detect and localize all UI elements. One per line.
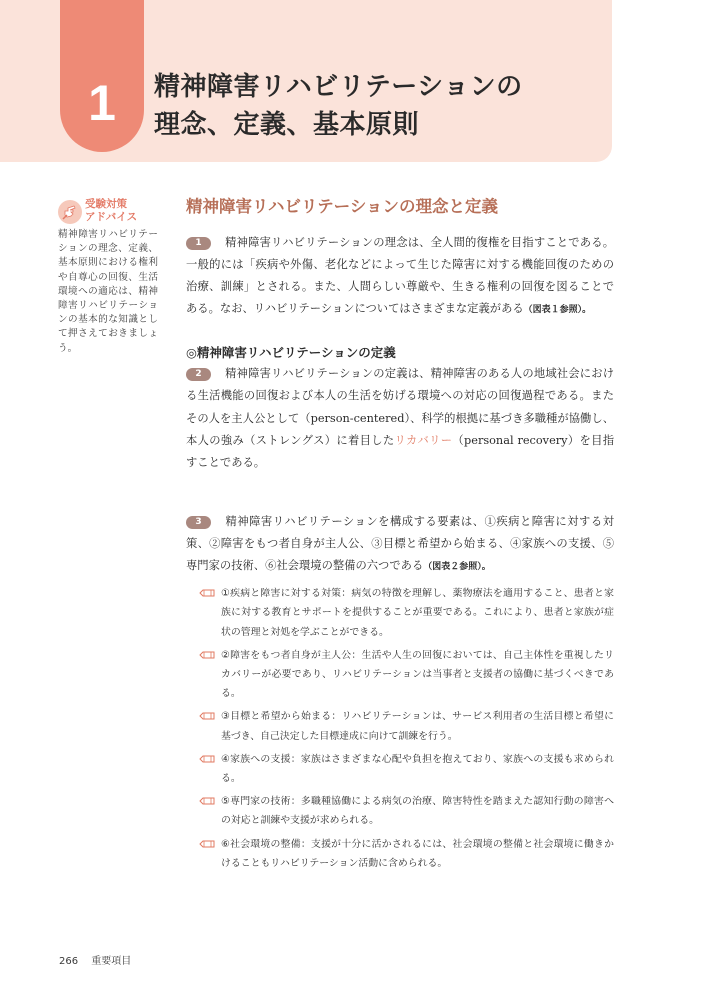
pencil-icon xyxy=(199,712,216,720)
list-item xyxy=(199,646,614,704)
pencil-icon xyxy=(199,755,216,763)
chapter-title-text: 精神障害リハビリテーションの 理念、定義、基本原則 xyxy=(154,72,523,140)
element-list xyxy=(186,584,614,873)
list-item xyxy=(199,584,614,642)
list-item xyxy=(199,707,614,745)
exam-advice-box xyxy=(58,198,158,356)
paragraph-2-text: 精神障害リハビリテーションの定義は、精神障害のある人の地域社会における生活機能の回復および本人の生活を妨げる環境への対応の回復過程である。またその人を主人公として（person-centered）、科学的根拠に基づき多職種が協働し、本人の強み（ストレングス）に着目した xyxy=(186,367,614,447)
paragraph-1 xyxy=(186,232,614,321)
footer-label: 重要項目 xyxy=(91,956,132,967)
list-item-text: ②障害をもつ者自身が主人公：生活や人生の回復においては、自己主体性を重視したリカバリーが必要であり、リハビリテーションは当事者と支援者の協働に基づくべきである。 xyxy=(221,649,614,700)
paragraph-badge-1: 1 xyxy=(186,237,211,250)
pencil-icon xyxy=(199,589,216,597)
recovery-keyword: リカバリー xyxy=(394,433,453,447)
definition-subheading: ◎精神障害リハビリテーションの定義 xyxy=(186,345,396,361)
section-heading: 精神障害リハビリテーションの理念と定義 xyxy=(186,197,499,216)
list-item-text: ③目標と希望から始まる：リハビリテーションは、サービス利用者の生活目標と希望に基づき、自己決定した目標達成に向けて訓練を行う。 xyxy=(221,711,614,742)
chapter-number-tab xyxy=(60,0,144,152)
list-item-text: ④家族への支援：家族はさまざまな心配や負担を抱えており、家族への支援も求められる。 xyxy=(221,753,614,784)
main-content xyxy=(186,196,614,877)
paragraph-3 xyxy=(186,511,614,578)
figure-reference-2: （図表２参照）。 xyxy=(423,562,491,573)
pencil-icon xyxy=(199,840,216,848)
advice-header xyxy=(58,198,158,224)
paragraph-1-text: 精神障害リハビリテーションの理念は、全人間的復権を目指すことである。一般的には「疾病や外傷、老化などによって生じた障害に対する機能回復のための治療、訓練」とされる。また、人間らしい尊厳や、生きる権利の回復を図ることである。なお、リハビリテーションについてはさまざまな定義がある xyxy=(186,236,614,316)
page-number: 266 xyxy=(59,956,79,967)
chapter-number: 1 xyxy=(88,75,116,131)
advice-label: 受験対策 アドバイス xyxy=(85,198,138,223)
list-item-text: ①疾病と障害に対する対策：病気の特徴を理解し、薬物療法を適用すること、患者と家族に対する教育とサポートを提供することが重要である。これにより、患者と家族が症状の管理と対処を学ぶことができる。 xyxy=(221,588,614,638)
list-item xyxy=(199,835,614,873)
list-item-text: ⑥社会環境の整備：支援が十分に活かされるには、社会環境の整備と社会環境に働きかけることもリハビリテーション活動に含められる。 xyxy=(221,838,614,869)
list-item-text: ⑤専門家の技術：多職種協働による病気の治療、障害特性を踏まえた認知行動の障害への対応と訓練や支援が求められる。 xyxy=(221,796,614,827)
chapter-title xyxy=(154,68,523,144)
pencil-icon xyxy=(199,797,216,805)
paragraph-badge-3: 3 xyxy=(186,516,211,529)
page-footer xyxy=(59,952,141,967)
paragraph-2-text-end: （personal recovery）を目指すことである。 xyxy=(186,433,614,469)
figure-reference-1: （図表１参照）。 xyxy=(523,305,592,316)
paragraph-2 xyxy=(186,363,614,473)
paragraph-3-text: 精神障害リハビリテーションを構成する要素は、①疾病と障害に対する対策、②障害をもつ者自身が主人公、③目標と希望から始まる、④家族への支援、⑤専門家の技術、⑥社会環境の整備の六つである xyxy=(186,514,614,573)
list-item xyxy=(199,792,614,830)
list-item xyxy=(199,750,614,788)
pencil-icon xyxy=(199,651,216,659)
paragraph-badge-2: 2 xyxy=(186,368,211,381)
advice-text: 精神障害リハビリテーションの理念、定義、基本原則における権利や自尊心の回復、生活環境への適応は、精神障害リハビリテーションの基本的な知識として押さえておきましょう。 xyxy=(58,229,158,354)
pointing-hand-icon xyxy=(58,200,82,224)
